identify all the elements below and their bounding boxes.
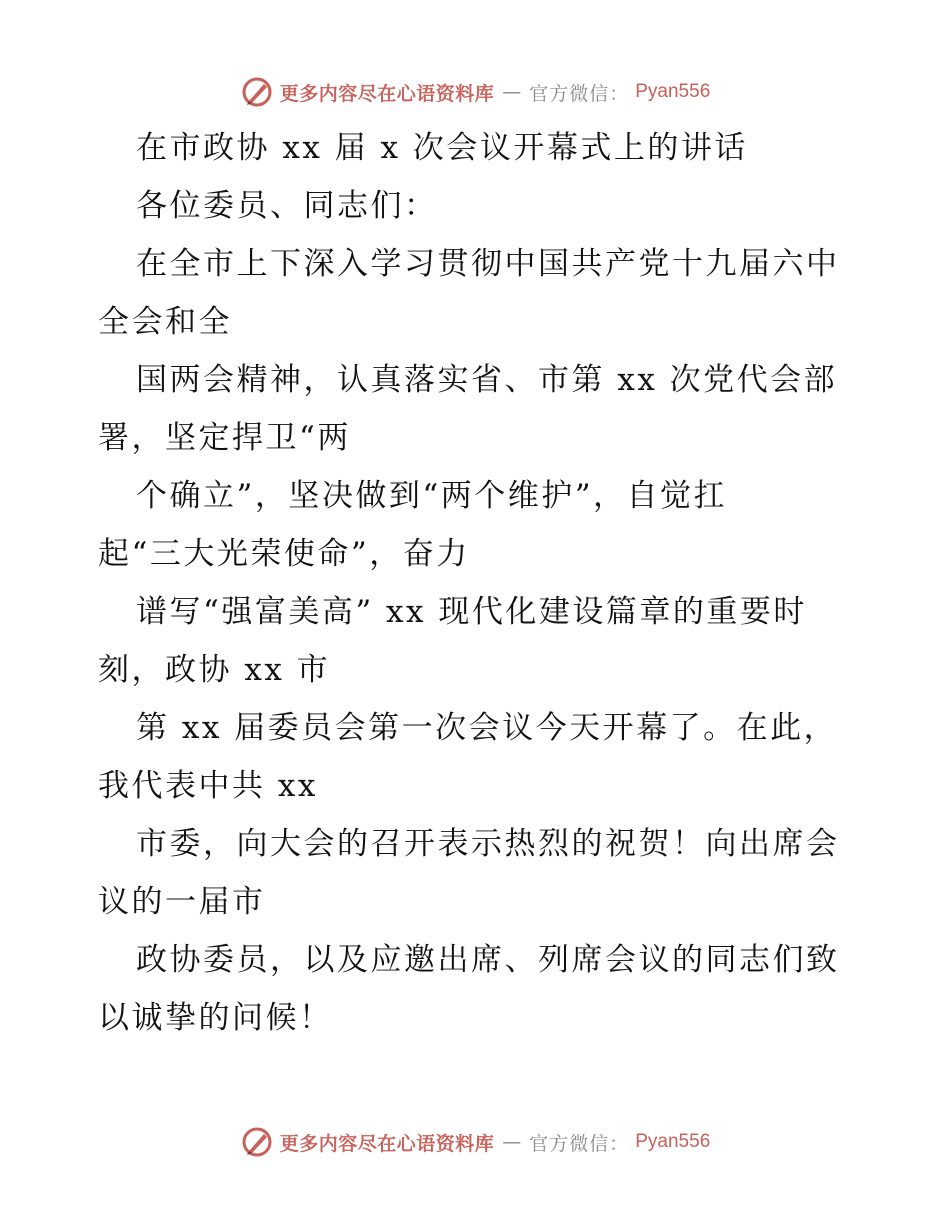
pen-logo-icon: [240, 1125, 274, 1159]
text-line: 市委，向大会的召开表示热烈的祝贺！向出席会: [136, 826, 840, 862]
banner-wechat-label: 官方微信：: [529, 1132, 630, 1155]
banner-dash: —: [502, 1131, 522, 1153]
footer-banner: [0, 1122, 950, 1162]
document-body: [98, 119, 858, 1047]
text-line: 起“三大光荣使命”，奋力: [98, 536, 470, 572]
header-banner: [0, 72, 950, 112]
pen-logo-icon: [240, 75, 274, 109]
banner-wechat-label: 官方微信：: [529, 82, 630, 105]
text-line: 各位委员、同志们：: [136, 188, 438, 224]
text-line: 在市政协 xx 届 x 次会议开幕式上的讲话: [136, 130, 748, 166]
text-line: 政协委员，以及应邀出席、列席会议的同志们致: [136, 942, 840, 978]
text-line: 我代表中共 xx: [98, 768, 318, 804]
text-line: 刻，政协 xx 市: [98, 652, 331, 688]
text-line: 个确立”，坚决做到“两个维护”，自觉扛: [136, 478, 728, 514]
banner-title: 更多内容尽在心语资料库: [279, 82, 495, 105]
text-line: 以诚挚的问候！: [98, 1000, 333, 1036]
banner-dash: —: [502, 81, 522, 103]
banner-title: 更多内容尽在心语资料库: [279, 1132, 495, 1155]
text-line: 全会和全: [98, 304, 232, 340]
banner-wechat-id: Pyan556: [635, 1131, 711, 1152]
banner-wechat-id: Pyan556: [635, 81, 711, 102]
text-line: 署，坚定捍卫“两: [98, 420, 351, 456]
text-line: 国两会精神，认真落实省、市第 xx 次党代会部: [136, 362, 838, 398]
text-line: 谱写“强富美高” xx 现代化建设篇章的重要时: [136, 594, 807, 630]
text-line: 议的一届市: [98, 884, 266, 920]
text-line: 在全市上下深入学习贯彻中国共产党十九届六中: [136, 246, 840, 282]
text-line: 第 xx 届委员会第一次会议今天开幕了。在此，: [136, 710, 838, 746]
